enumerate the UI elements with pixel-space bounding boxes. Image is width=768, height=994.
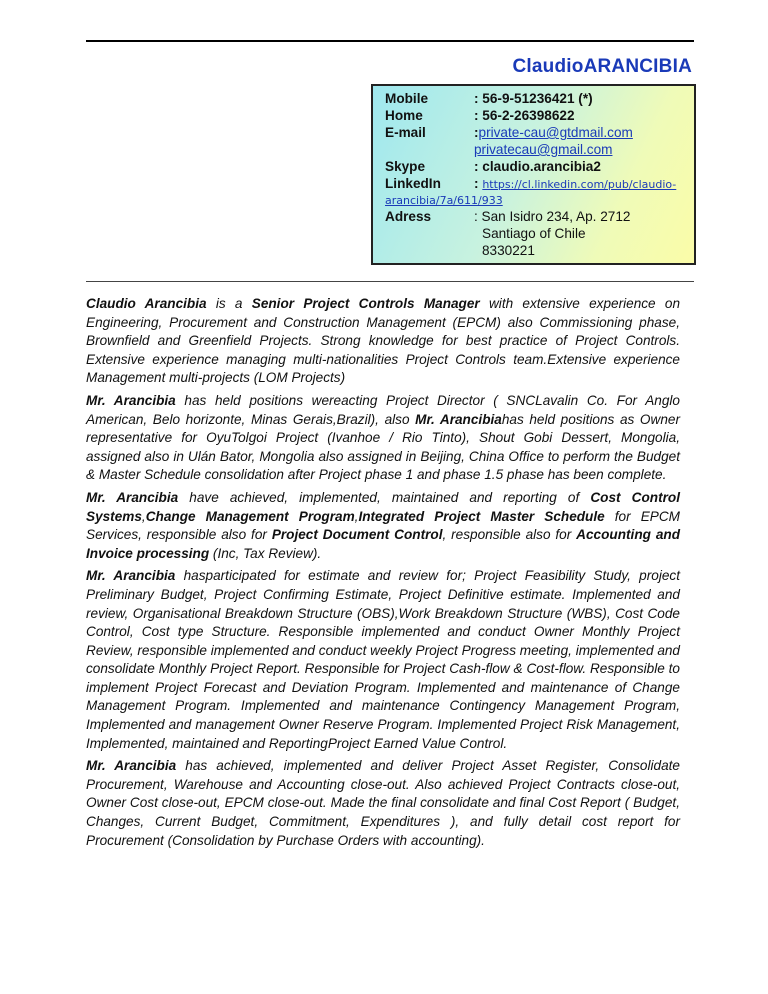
text: have achieved, implemented, maintained and reporting of bbox=[178, 489, 591, 505]
email-label: E-mail bbox=[385, 125, 426, 140]
bold-text: Claudio Arancibia bbox=[86, 296, 207, 311]
linkedin-link[interactable]: https://cl.linkedin.com/pub/claudio- bbox=[482, 178, 677, 191]
linkedin-link-continued[interactable]: arancibia/7a/611/933 bbox=[385, 194, 503, 207]
text: , bbox=[141, 508, 146, 524]
bold-text: Mr. Arancibia bbox=[415, 411, 502, 427]
text: has achieved, implemented and deliver Project Asset Register, Consolidate Procurement, Warehouse and Accounting close-out. Also achieved Project Contracts close-out, Owner Cost close-out, EPCM close-out. Made the final consolidate and final Cost Report ( Budget, Changes, Current Budget, Commitment, Expenditures ), and fully detail cost report for Procurement (Consolidation by Purchase Orders with accounting). bbox=[86, 758, 680, 848]
bold-text: Accounting and Invoice processing bbox=[86, 527, 680, 561]
text: for EPCM Services, responsible also for bbox=[86, 508, 680, 543]
address-line-2: Santiago of Chile bbox=[482, 226, 586, 241]
bold-text: Mr. Arancibia bbox=[86, 758, 177, 774]
address-line-3: 8330221 bbox=[482, 243, 535, 258]
bold-text: Cost Control Systems bbox=[86, 489, 680, 524]
section-divider bbox=[86, 281, 694, 282]
paragraph-achievements bbox=[86, 489, 680, 563]
text: has held positions as Owner representative for OyuTolgoi Project (Ivanhoe / Rio Tinto), Shout Gobi Dessert, Mongolia, assigned also in Ulán Bator, Mongolia also assigned in Beijing, China Office to perform the Budget & Master Schedule consolidation after Project phase 1 and phase 1.5 phase has been complete. bbox=[86, 411, 680, 483]
address-label: Adress bbox=[385, 209, 432, 224]
text: hasparticipated for estimate and review for; Project Feasibility Study, project Preliminary Budget, Project Confirming Estimate, Project Definitive estimate. Implemented and review, Organisational Breakdown Structure (OBS),Work Breakdown Structure (WBS), Cost Code Control, Cost type Structure. Responsible implemented and conduct Owner Monthly Project Review, responsible implemented and conduct weekly Project Progress meeting, implemented and consolidate Monthly Project Report. Responsible for Project Cash-flow & Cost-flow. Responsible to implement Project Forecast and Deviation Program. Implemented and maintenance of Change Management Program. Implemented and maintenance Contingency Management Program, Implemented and management Owner Reserve Program. Implemented Project Risk Management, Implemented, maintained and ReportingProject Earned Value Control. bbox=[86, 568, 680, 751]
bold-text: Mr. Arancibia bbox=[86, 489, 179, 505]
text: (Inc, Tax Review). bbox=[209, 545, 322, 561]
text: is a bbox=[206, 296, 252, 311]
email-link-1[interactable]: private-cau@gtdmail.com bbox=[478, 125, 633, 140]
text: , responsible also for bbox=[442, 527, 577, 543]
text: with extensive experience on Engineering, Procurement and Construction Management (EPCM) also Commissioning phase, Brownfield and Greenfield Projects. Strong knowledge for best practice of Project Controls. Extensive experience managing multi-nationalities Project Controls team.Extensive experience Management multi-projects (LOM Projects) bbox=[86, 296, 681, 386]
linkedin-prefix: : bbox=[474, 176, 483, 191]
bold-text: Integrated Project Master Schedule bbox=[358, 508, 605, 524]
top-divider bbox=[86, 40, 694, 42]
bold-text: Project Document Control bbox=[271, 527, 443, 543]
home-value: : 56-2-26398622 bbox=[474, 108, 575, 123]
mobile-label: Mobile bbox=[385, 91, 429, 106]
text: , bbox=[354, 508, 359, 524]
candidate-name: ClaudioARANCIBIA bbox=[512, 56, 692, 77]
linkedin-label: LinkedIn bbox=[385, 176, 441, 191]
profile-summary bbox=[86, 295, 680, 854]
paragraph-closeout bbox=[86, 757, 680, 850]
bold-text: Mr. Arancibia bbox=[86, 392, 176, 408]
paragraph-intro bbox=[86, 295, 680, 388]
mobile-value: : 56-9-51236421 (*) bbox=[474, 91, 593, 106]
text: has held positions wereacting Project Director ( SNCLavalin Co. For Anglo American, Belo horizonte, Minas Gerais,Brazil), also bbox=[86, 392, 680, 427]
contact-box bbox=[371, 84, 696, 265]
paragraph-positions bbox=[86, 392, 680, 485]
bold-text: Senior Project Controls Manager bbox=[251, 296, 480, 311]
skype-value: : claudio.arancibia2 bbox=[474, 159, 601, 174]
home-label: Home bbox=[385, 108, 423, 123]
skype-label: Skype bbox=[385, 159, 426, 174]
bold-text: Mr. Arancibia bbox=[86, 568, 176, 584]
bold-text: Change Management Program bbox=[145, 508, 355, 524]
address-line-1: : San Isidro 234, Ap. 2712 bbox=[474, 209, 631, 224]
paragraph-estimates bbox=[86, 567, 680, 753]
email-prefix: : bbox=[474, 125, 479, 140]
email-link-2[interactable]: privatecau@gmail.com bbox=[474, 142, 613, 157]
